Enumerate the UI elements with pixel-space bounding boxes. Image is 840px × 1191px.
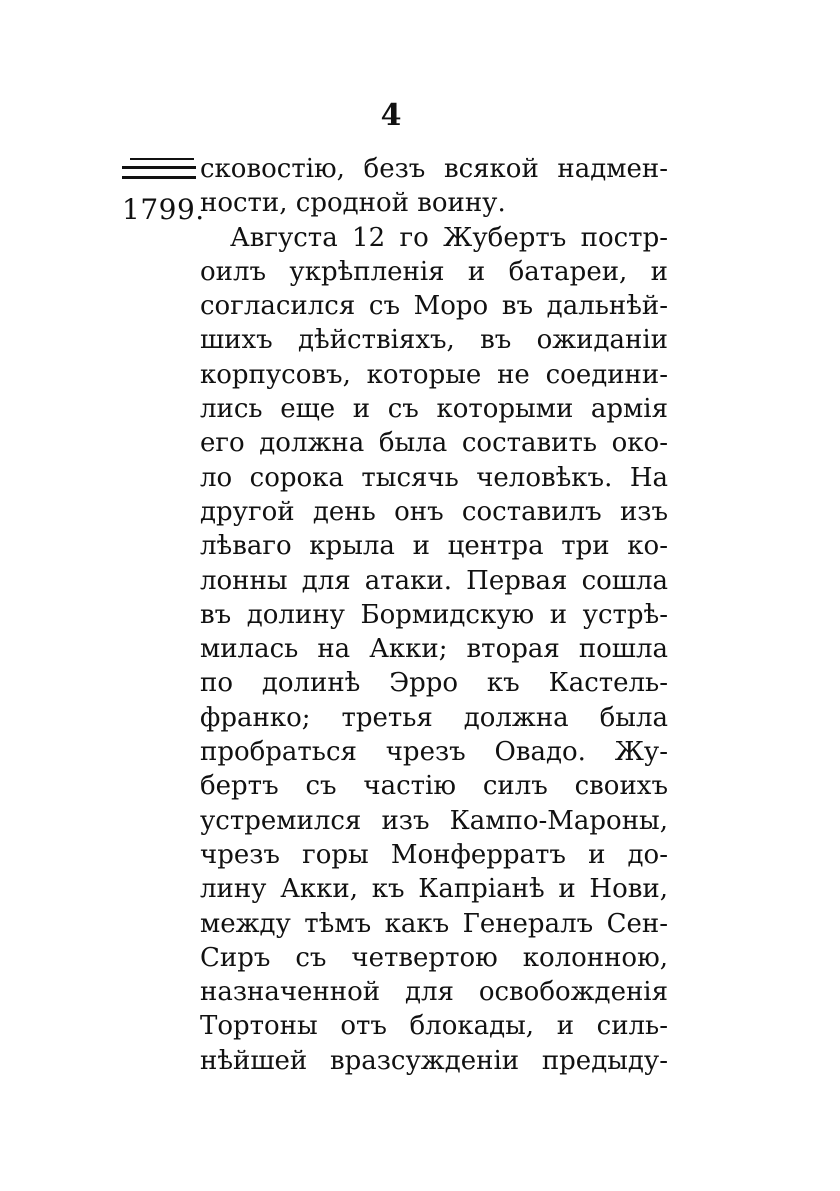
text-line: корпусовъ, которые не соедини-	[200, 359, 668, 390]
text-line: по долинѣ Эрро къ Кастель-	[200, 668, 668, 699]
text-line: другой день онъ составилъ изъ	[200, 496, 668, 527]
text-line: лину Акки, къ Капріанѣ и Нови,	[200, 874, 668, 905]
text-line: шихъ дѣйствіяхъ, въ ожиданіи	[200, 325, 668, 356]
text-line: оилъ укрѣпленія и батареи, и	[200, 256, 668, 287]
text-line: милась на Акки; вторая пошла	[200, 634, 668, 665]
text-line: между тѣмъ какъ Генералъ Сен-	[200, 908, 668, 939]
text-line: пробраться чрезъ Овадо. Жу-	[200, 737, 668, 768]
text-line: лись еще и съ которыми армія	[200, 394, 668, 425]
page-number: 4	[380, 98, 402, 133]
text-line: ло сорока тысячь человѣкъ. На	[200, 462, 668, 493]
text-line: чрезъ горы Монферратъ и до-	[200, 839, 668, 870]
text-line: Сиръ съ четвертою колонною,	[200, 942, 668, 973]
text-line: франко; третья должна была	[200, 702, 668, 733]
text-line: лонны для атаки. Первая сошла	[200, 565, 668, 596]
text-line: Августа 12 го Жубертъ постр-	[230, 222, 668, 253]
text-line: его должна была составить око-	[200, 428, 668, 459]
text-line: Тортоны отъ блокады, и силь-	[200, 1011, 668, 1042]
margin-rule	[122, 166, 196, 169]
text-line: бертъ съ частію силъ своихъ	[200, 771, 668, 802]
text-line: согласился съ Моро въ дальнѣй-	[200, 291, 668, 322]
margin-rule	[122, 176, 196, 179]
text-line: нѣйшей вразсужденіи предыду-	[200, 1045, 668, 1076]
text-line: лѣваго крыла и центра три ко-	[200, 531, 668, 562]
text-line: сковостію, безъ всякой надмен-	[200, 154, 668, 184]
margin-year: 1799.	[122, 193, 205, 226]
text-line: въ долину Бормидскую и устрѣ-	[200, 599, 668, 630]
text-line: ности, сродной воину.	[200, 188, 506, 219]
margin-rule	[130, 158, 194, 160]
body-text	[200, 152, 668, 1078]
text-line: устремился изъ Кампо-Мароны,	[200, 805, 668, 836]
text-line: назначенной для освобожденія	[200, 977, 668, 1008]
